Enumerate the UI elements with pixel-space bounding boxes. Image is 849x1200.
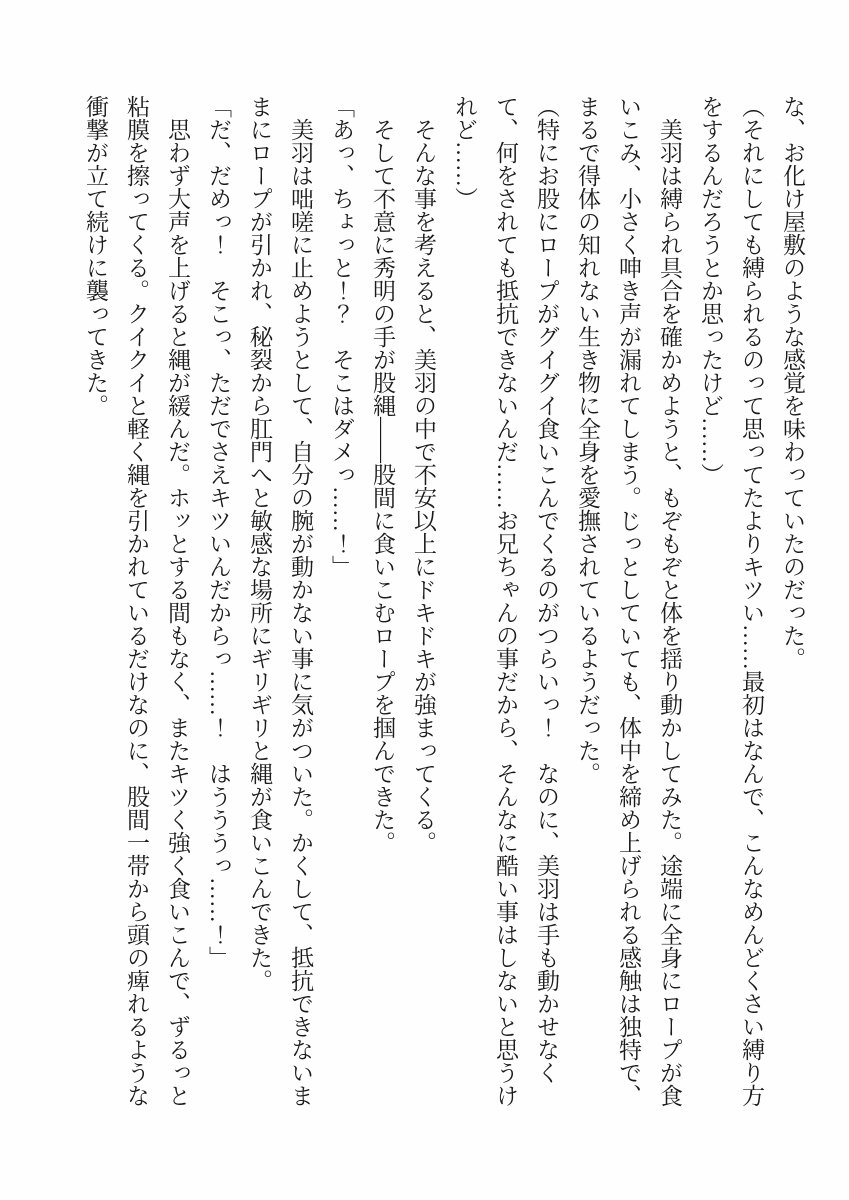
paragraph-1: な、お化け屋敷のような感覚を味わっていたのだった。: [780, 95, 805, 670]
paragraph-8: 美羽は咄嗟に止めようとして、自分の腕が動かない事に気がついた。かくして、抵抗できないままにロープが引かれ、秘裂から肛門へと敏感な場所にギリギリと縄が食いこんできた。: [247, 95, 313, 1107]
paragraph-9: 「だ、だめっ！ そこっ、ただでさえキツいんだからっ……！ はうううっ……！」: [206, 95, 231, 969]
paragraph-4: （特にお股にロープがグイグイ食いこんでくるのがつらいっ！ なのに、美羽は手も動かせなくて、何をされても抵抗できないんだ……お兄ちゃんの事だから、そんなに酷い事はしないと思うけれど……）: [452, 95, 559, 1107]
vertical-text-block: [75, 95, 813, 1107]
paragraph-10: 思わず大声を上げると縄が緩んだ。ホッとする間もなく、またキツく強く食いこんで、ずるっと粘膜を擦ってくる。クイクイと軽く縄を引かれているだけなのに、股間一帯から頭の痺れるような衝撃が立て続けに襲ってきた。: [83, 95, 190, 1107]
paragraph-3: 美羽は縛られ具合を確かめようと、もぞもぞと体を揺り動かしてみた。途端に全身にロープが食いこみ、小さく呻き声が漏れてしまう。じっとしていても、体中を締め上げられる感触は独特で、まるで得体の知れない生き物に全身を愛撫されているようだった。: [575, 95, 682, 1107]
paragraph-2: （それにしても縛られるのって思ってたよりキツい……最初はなんで、こんなめんどくさい縛り方をするんだろうとか思ったけど……）: [698, 95, 764, 1107]
paragraph-7: 「あっ、ちょっと！？ そこはダメっ……！」: [329, 95, 354, 578]
paragraph-5: そんな事を考えると、美羽の中で不安以上にドキドキが強まってくる。: [411, 118, 436, 854]
paragraph-6: そして不意に秀明の手が股縄――股間に食いこむロープを掴んできた。: [370, 118, 395, 854]
